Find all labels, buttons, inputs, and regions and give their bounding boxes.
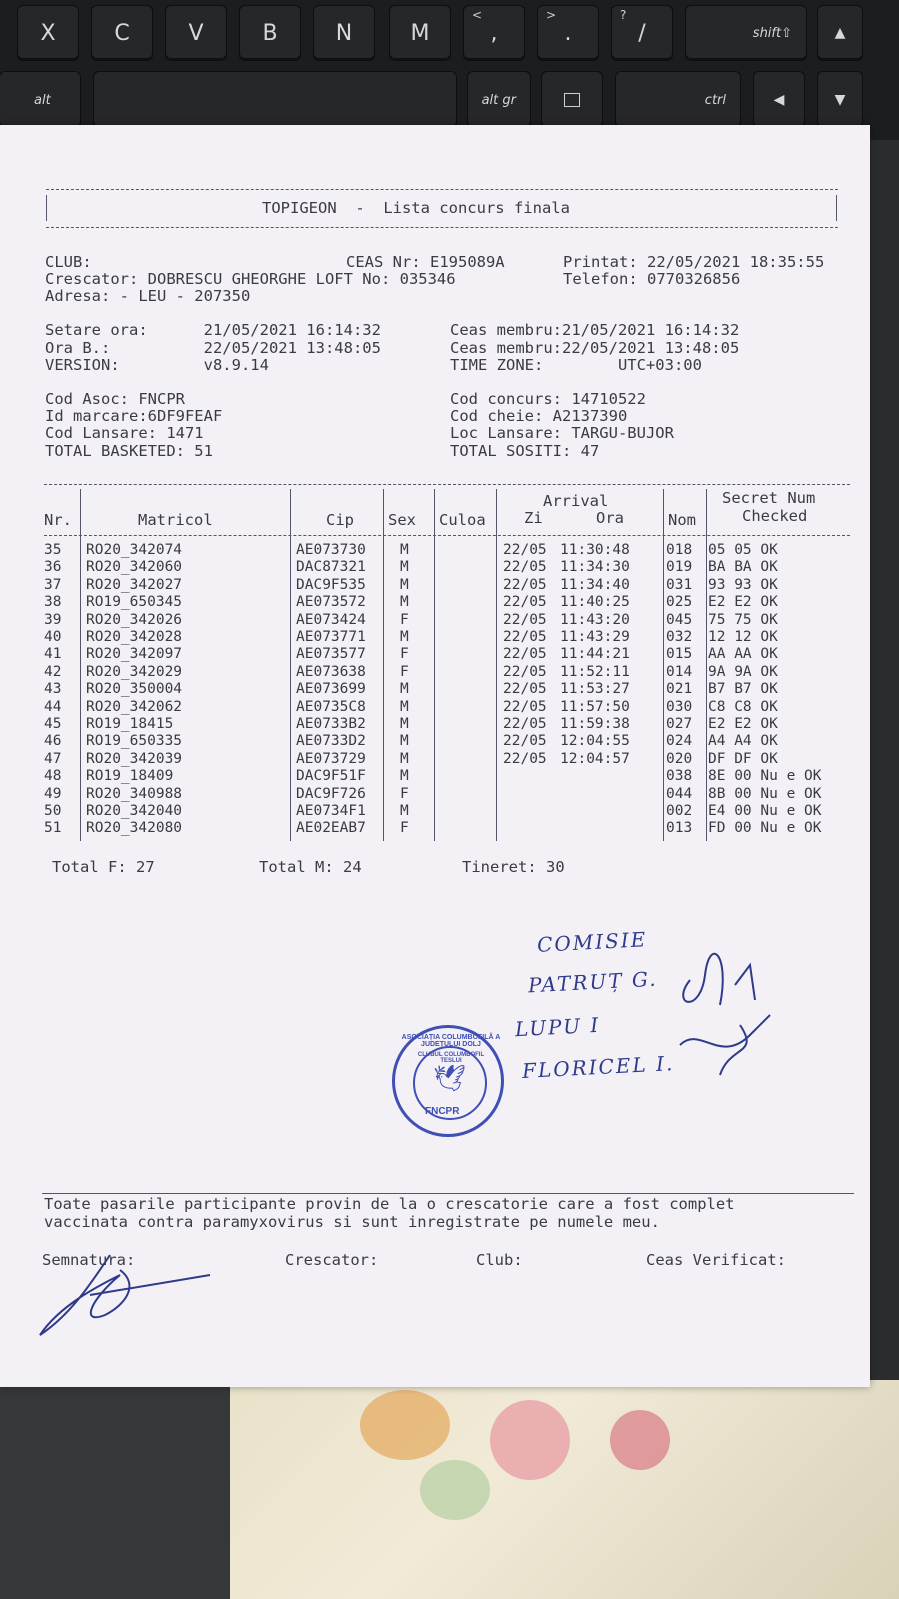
cell-cip: AE0733D2 — [296, 733, 366, 750]
col-separator — [706, 489, 707, 841]
cell-cip: DAC9F51F — [296, 768, 366, 785]
ceas-membru-2: Ceas membru:22/05/2021 13:48:05 — [450, 339, 740, 357]
cell-cip: AE073730 — [296, 542, 366, 558]
key-up: ▲ — [818, 6, 862, 60]
cell-secret: C8 C8 OK — [708, 698, 778, 715]
cell-nr: 46 — [44, 733, 62, 750]
crescator-loft: Crescator: DOBRESCU GHEORGHE LOFT No: 035346 — [45, 270, 456, 288]
cell-nr: 38 — [44, 594, 62, 611]
tablecloth-background — [0, 1380, 899, 1599]
cell-ora: 11:43:20 — [560, 611, 630, 628]
cell-matricol: RO19_650335 — [86, 733, 183, 750]
cell-cip: DAC9F535 — [296, 576, 366, 593]
col-separator — [80, 489, 81, 841]
cell-matricol: RO20_342040 — [86, 803, 183, 819]
cell-secret: 75 75 OK — [708, 611, 778, 628]
cell-sex: M — [400, 542, 409, 558]
cell-secret: 8B 00 Nu e OK — [708, 785, 822, 802]
cell-matricol: RO19_18409 — [86, 768, 174, 785]
cell-ora: 11:43:29 — [560, 629, 630, 645]
cell-nom: 031 — [666, 576, 693, 593]
cell-matricol: RO20_342074 — [86, 542, 183, 558]
printed-race-report — [0, 125, 870, 1387]
floral-fabric — [230, 1380, 899, 1599]
cell-ora: 11:59:38 — [560, 716, 630, 732]
footer-rule — [42, 1193, 854, 1194]
flower-pattern — [420, 1460, 490, 1520]
cell-secret: E2 E2 OK — [708, 716, 778, 732]
cell-zi: 22/05 — [503, 733, 547, 750]
handwritten-name-3: FLORICEL I. — [521, 1051, 675, 1083]
col-header-arrival: Arrival — [543, 492, 609, 510]
cod-concurs: Cod concurs: 14710522 — [450, 390, 646, 408]
cell-secret: BA BA OK — [708, 559, 778, 576]
cell-nr: 47 — [44, 750, 62, 767]
cell-nr: 51 — [44, 820, 62, 837]
cell-ora: 11:30:48 — [560, 542, 630, 558]
col-header-nom: Nom — [668, 511, 696, 529]
cell-cip: DAC87321 — [296, 559, 366, 576]
cell-ora: 11:34:30 — [560, 559, 630, 576]
key-altgr: alt gr — [468, 72, 530, 128]
flower-pattern — [360, 1390, 450, 1460]
laptop-keyboard — [0, 0, 899, 140]
col-separator — [434, 489, 435, 841]
cell-zi: 22/05 — [503, 663, 547, 680]
flower-pattern — [490, 1400, 570, 1480]
cell-zi: 22/05 — [503, 594, 547, 611]
cell-nom: 025 — [666, 594, 693, 611]
cell-secret: FD 00 Nu e OK — [708, 820, 822, 837]
col-header-matricol: Matricol — [138, 511, 213, 529]
table-header-border — [44, 535, 850, 536]
key-slash: ? / — [612, 6, 672, 60]
stamp-inner-text: CLUBUL COLUMBOFIL TESLUI — [417, 1052, 485, 1064]
cell-matricol: RO20_342029 — [86, 663, 183, 680]
cell-secret: AA AA OK — [708, 646, 778, 663]
cell-secret: 8E 00 Nu e OK — [708, 768, 822, 785]
club-label: CLUB: — [45, 253, 92, 271]
key-v: V — [166, 6, 226, 60]
cell-matricol: RO20_342060 — [86, 559, 183, 576]
key-left: ◀ — [754, 72, 804, 128]
cell-cip: AE0734F1 — [296, 803, 366, 819]
flower-pattern — [610, 1410, 670, 1470]
tineret: Tineret: 30 — [462, 858, 565, 876]
cell-sex: M — [400, 803, 409, 819]
total-m: Total M: 24 — [259, 858, 362, 876]
commission-signatures — [660, 945, 790, 1085]
cell-secret: E4 00 Nu e OK — [708, 803, 822, 819]
cell-matricol: RO19_650345 — [86, 594, 183, 611]
cell-cip: AE073771 — [296, 629, 366, 645]
document-title: TOPIGEON - Lista concurs finala — [262, 199, 570, 217]
cell-sex: F — [400, 611, 409, 628]
cell-nom: 032 — [666, 629, 693, 645]
key-comma: < , — [464, 6, 524, 60]
club-stamp — [392, 1025, 504, 1137]
ceas-nr: CEAS Nr: E195089A — [346, 253, 505, 271]
cell-sex: M — [400, 681, 409, 698]
version: VERSION: v8.9.14 — [45, 356, 269, 374]
key-b: B — [240, 6, 300, 60]
cell-nr: 39 — [44, 611, 62, 628]
cell-ora: 11:52:11 — [560, 663, 630, 680]
cell-cip: AE0733B2 — [296, 716, 366, 732]
adresa: Adresa: - LEU - 207350 — [45, 287, 251, 305]
cell-ora: 11:53:27 — [560, 681, 630, 698]
club-label-footer: Club: — [476, 1251, 523, 1269]
cell-nr: 43 — [44, 681, 62, 698]
ceas-verificat-label: Ceas Verificat: — [646, 1251, 786, 1269]
ceas-membru-1: Ceas membru:21/05/2021 16:14:32 — [450, 321, 740, 339]
table-top-border — [44, 484, 850, 485]
cell-nom: 015 — [666, 646, 693, 663]
col-header-nr: Nr. — [44, 511, 72, 529]
col-separator — [290, 489, 291, 841]
pigeon-icon: 🕊 — [433, 1064, 467, 1094]
cod-cheie: Cod cheie: A2137390 — [450, 407, 628, 425]
cell-ora: 11:57:50 — [560, 698, 630, 715]
cell-ora: 11:40:25 — [560, 594, 630, 611]
col-header-checked: Checked — [742, 507, 808, 525]
cell-sex: F — [400, 820, 409, 837]
col-separator — [663, 489, 664, 841]
key-down: ▼ — [818, 72, 862, 128]
col-separator — [383, 489, 384, 841]
key-m: M — [390, 6, 450, 60]
cell-zi: 22/05 — [503, 646, 547, 663]
cell-secret: 12 12 OK — [708, 629, 778, 645]
cell-cip: AE0735C8 — [296, 698, 366, 715]
loc-lansare: Loc Lansare: TARGU-BUJOR — [450, 424, 674, 442]
cell-sex: F — [400, 785, 409, 802]
breeder-signature — [30, 1245, 220, 1345]
col-header-cip: Cip — [326, 511, 354, 529]
cell-secret: DF DF OK — [708, 750, 778, 767]
cell-zi: 22/05 — [503, 629, 547, 645]
cell-nom: 020 — [666, 750, 693, 767]
cell-matricol: RO20_342028 — [86, 629, 183, 645]
semnatura-label: Semnatura: — [42, 1251, 136, 1269]
telefon: Telefon: 0770326856 — [563, 270, 741, 288]
cell-cip: AE073424 — [296, 611, 366, 628]
ora-b: Ora B.: 22/05/2021 13:48:05 — [45, 339, 381, 357]
cell-cip: AE073699 — [296, 681, 366, 698]
title-border-right — [836, 195, 837, 221]
key-ctrl: ctrl — [616, 72, 740, 128]
cell-matricol: RO20_340988 — [86, 785, 183, 802]
cell-zi: 22/05 — [503, 542, 547, 558]
cell-secret: 9A 9A OK — [708, 663, 778, 680]
cell-nom: 038 — [666, 768, 693, 785]
vaccination-statement-2: vaccinata contra paramyxovirus si sunt inregistrate pe numele meu. — [44, 1213, 660, 1231]
cell-sex: M — [400, 733, 409, 750]
cell-nr: 45 — [44, 716, 62, 732]
cell-nr: 44 — [44, 698, 62, 715]
printat: Printat: 22/05/2021 18:35:55 — [563, 253, 825, 271]
cell-zi: 22/05 — [503, 681, 547, 698]
crescator-label: Crescator: — [285, 1251, 379, 1269]
cell-zi: 22/05 — [503, 716, 547, 732]
cell-nom: 018 — [666, 542, 693, 558]
cell-nr: 37 — [44, 576, 62, 593]
vaccination-statement-1: Toate pasarile participante provin de la o crescatorie care a fost complet — [44, 1195, 735, 1213]
cell-nom: 044 — [666, 785, 693, 802]
cell-sex: M — [400, 768, 409, 785]
cell-cip: DAC9F726 — [296, 785, 366, 802]
cell-sex: M — [400, 559, 409, 576]
cell-nom: 013 — [666, 820, 693, 837]
total-sositi: TOTAL SOSITI: 47 — [450, 442, 600, 460]
cod-lansare: Cod Lansare: 1471 — [45, 424, 204, 442]
cell-cip: AE073572 — [296, 594, 366, 611]
cell-secret: A4 A4 OK — [708, 733, 778, 750]
key-space — [94, 72, 456, 128]
key-c: C — [92, 6, 152, 60]
cell-matricol: RO19_18415 — [86, 716, 174, 732]
cell-zi: 22/05 — [503, 576, 547, 593]
cell-nom: 027 — [666, 716, 693, 732]
cell-matricol: RO20_342039 — [86, 750, 183, 767]
total-f: Total F: 27 — [52, 858, 155, 876]
stamp-ring-text: ASOCIAȚIA COLUMBOFILĂ A JUDEȚULUI DOLJ — [401, 1034, 501, 1048]
cell-sex: M — [400, 576, 409, 593]
col-header-ora: Ora — [596, 509, 624, 527]
key-n: N — [314, 6, 374, 60]
cell-nom: 021 — [666, 681, 693, 698]
cell-sex: M — [400, 698, 409, 715]
total-basketed: TOTAL BASKETED: 51 — [45, 442, 213, 460]
cell-nom: 014 — [666, 663, 693, 680]
cell-nr: 35 — [44, 542, 62, 558]
cell-ora: 11:44:21 — [560, 646, 630, 663]
cell-sex: M — [400, 594, 409, 611]
col-separator — [496, 489, 497, 841]
key-shift: shift⇧ — [686, 6, 806, 60]
cell-nr: 42 — [44, 663, 62, 680]
cell-nr: 48 — [44, 768, 62, 785]
title-border-bottom — [46, 227, 838, 228]
stamp-fncpr: FNCPR — [425, 1106, 460, 1117]
cell-nr: 41 — [44, 646, 62, 663]
cell-sex: M — [400, 716, 409, 732]
cell-nom: 019 — [666, 559, 693, 576]
cell-nr: 36 — [44, 559, 62, 576]
key-x: X — [18, 6, 78, 60]
cell-nr: 50 — [44, 803, 62, 819]
handwritten-name-2: LUPU I — [514, 1012, 601, 1042]
cell-zi: 22/05 — [503, 750, 547, 767]
cell-sex: M — [400, 750, 409, 767]
cell-nom: 024 — [666, 733, 693, 750]
cell-zi: 22/05 — [503, 698, 547, 715]
cell-nom: 045 — [666, 611, 693, 628]
cell-matricol: RO20_342097 — [86, 646, 183, 663]
key-menu — [542, 72, 602, 128]
cell-zi: 22/05 — [503, 559, 547, 576]
cell-secret: 93 93 OK — [708, 576, 778, 593]
key-alt: alt — [0, 72, 80, 128]
time-zone: TIME ZONE: UTC+03:00 — [450, 356, 702, 374]
cell-secret: E2 E2 OK — [708, 594, 778, 611]
col-header-zi: Zi — [524, 509, 543, 527]
key-period: > . — [538, 6, 598, 60]
cell-matricol: RO20_342027 — [86, 576, 183, 593]
cod-asoc: Cod Asoc: FNCPR — [45, 390, 185, 408]
handwritten-commission: COMISIE — [536, 927, 648, 957]
cell-ora: 12:04:57 — [560, 750, 630, 767]
menu-key-icon — [564, 93, 580, 107]
cell-cip: AE073638 — [296, 663, 366, 680]
cell-ora: 11:34:40 — [560, 576, 630, 593]
title-border-top — [46, 189, 838, 190]
cell-sex: F — [400, 663, 409, 680]
col-header-culoa: Culoa — [439, 511, 486, 529]
cell-matricol: RO20_342062 — [86, 698, 183, 715]
col-header-secret: Secret Num — [722, 489, 816, 507]
setare-ora: Setare ora: 21/05/2021 16:14:32 — [45, 321, 381, 339]
cell-nr: 40 — [44, 629, 62, 645]
cell-ora: 12:04:55 — [560, 733, 630, 750]
cell-cip: AE073577 — [296, 646, 366, 663]
title-border-left — [46, 195, 47, 221]
id-marcare: Id marcare:6DF9FEAF — [45, 407, 223, 425]
cell-zi: 22/05 — [503, 611, 547, 628]
handwritten-name-1: PATRUȚ G. — [527, 966, 659, 998]
cell-secret: B7 B7 OK — [708, 681, 778, 698]
cell-matricol: RO20_342026 — [86, 611, 183, 628]
cell-matricol: RO20_350004 — [86, 681, 183, 698]
col-header-sex: Sex — [388, 511, 416, 529]
cell-cip: AE073729 — [296, 750, 366, 767]
cell-cip: AE02EAB7 — [296, 820, 366, 837]
cell-nr: 49 — [44, 785, 62, 802]
cell-sex: M — [400, 629, 409, 645]
cell-secret: 05 05 OK — [708, 542, 778, 558]
cell-nom: 002 — [666, 803, 693, 819]
cell-nom: 030 — [666, 698, 693, 715]
cell-matricol: RO20_342080 — [86, 820, 183, 837]
cell-sex: F — [400, 646, 409, 663]
